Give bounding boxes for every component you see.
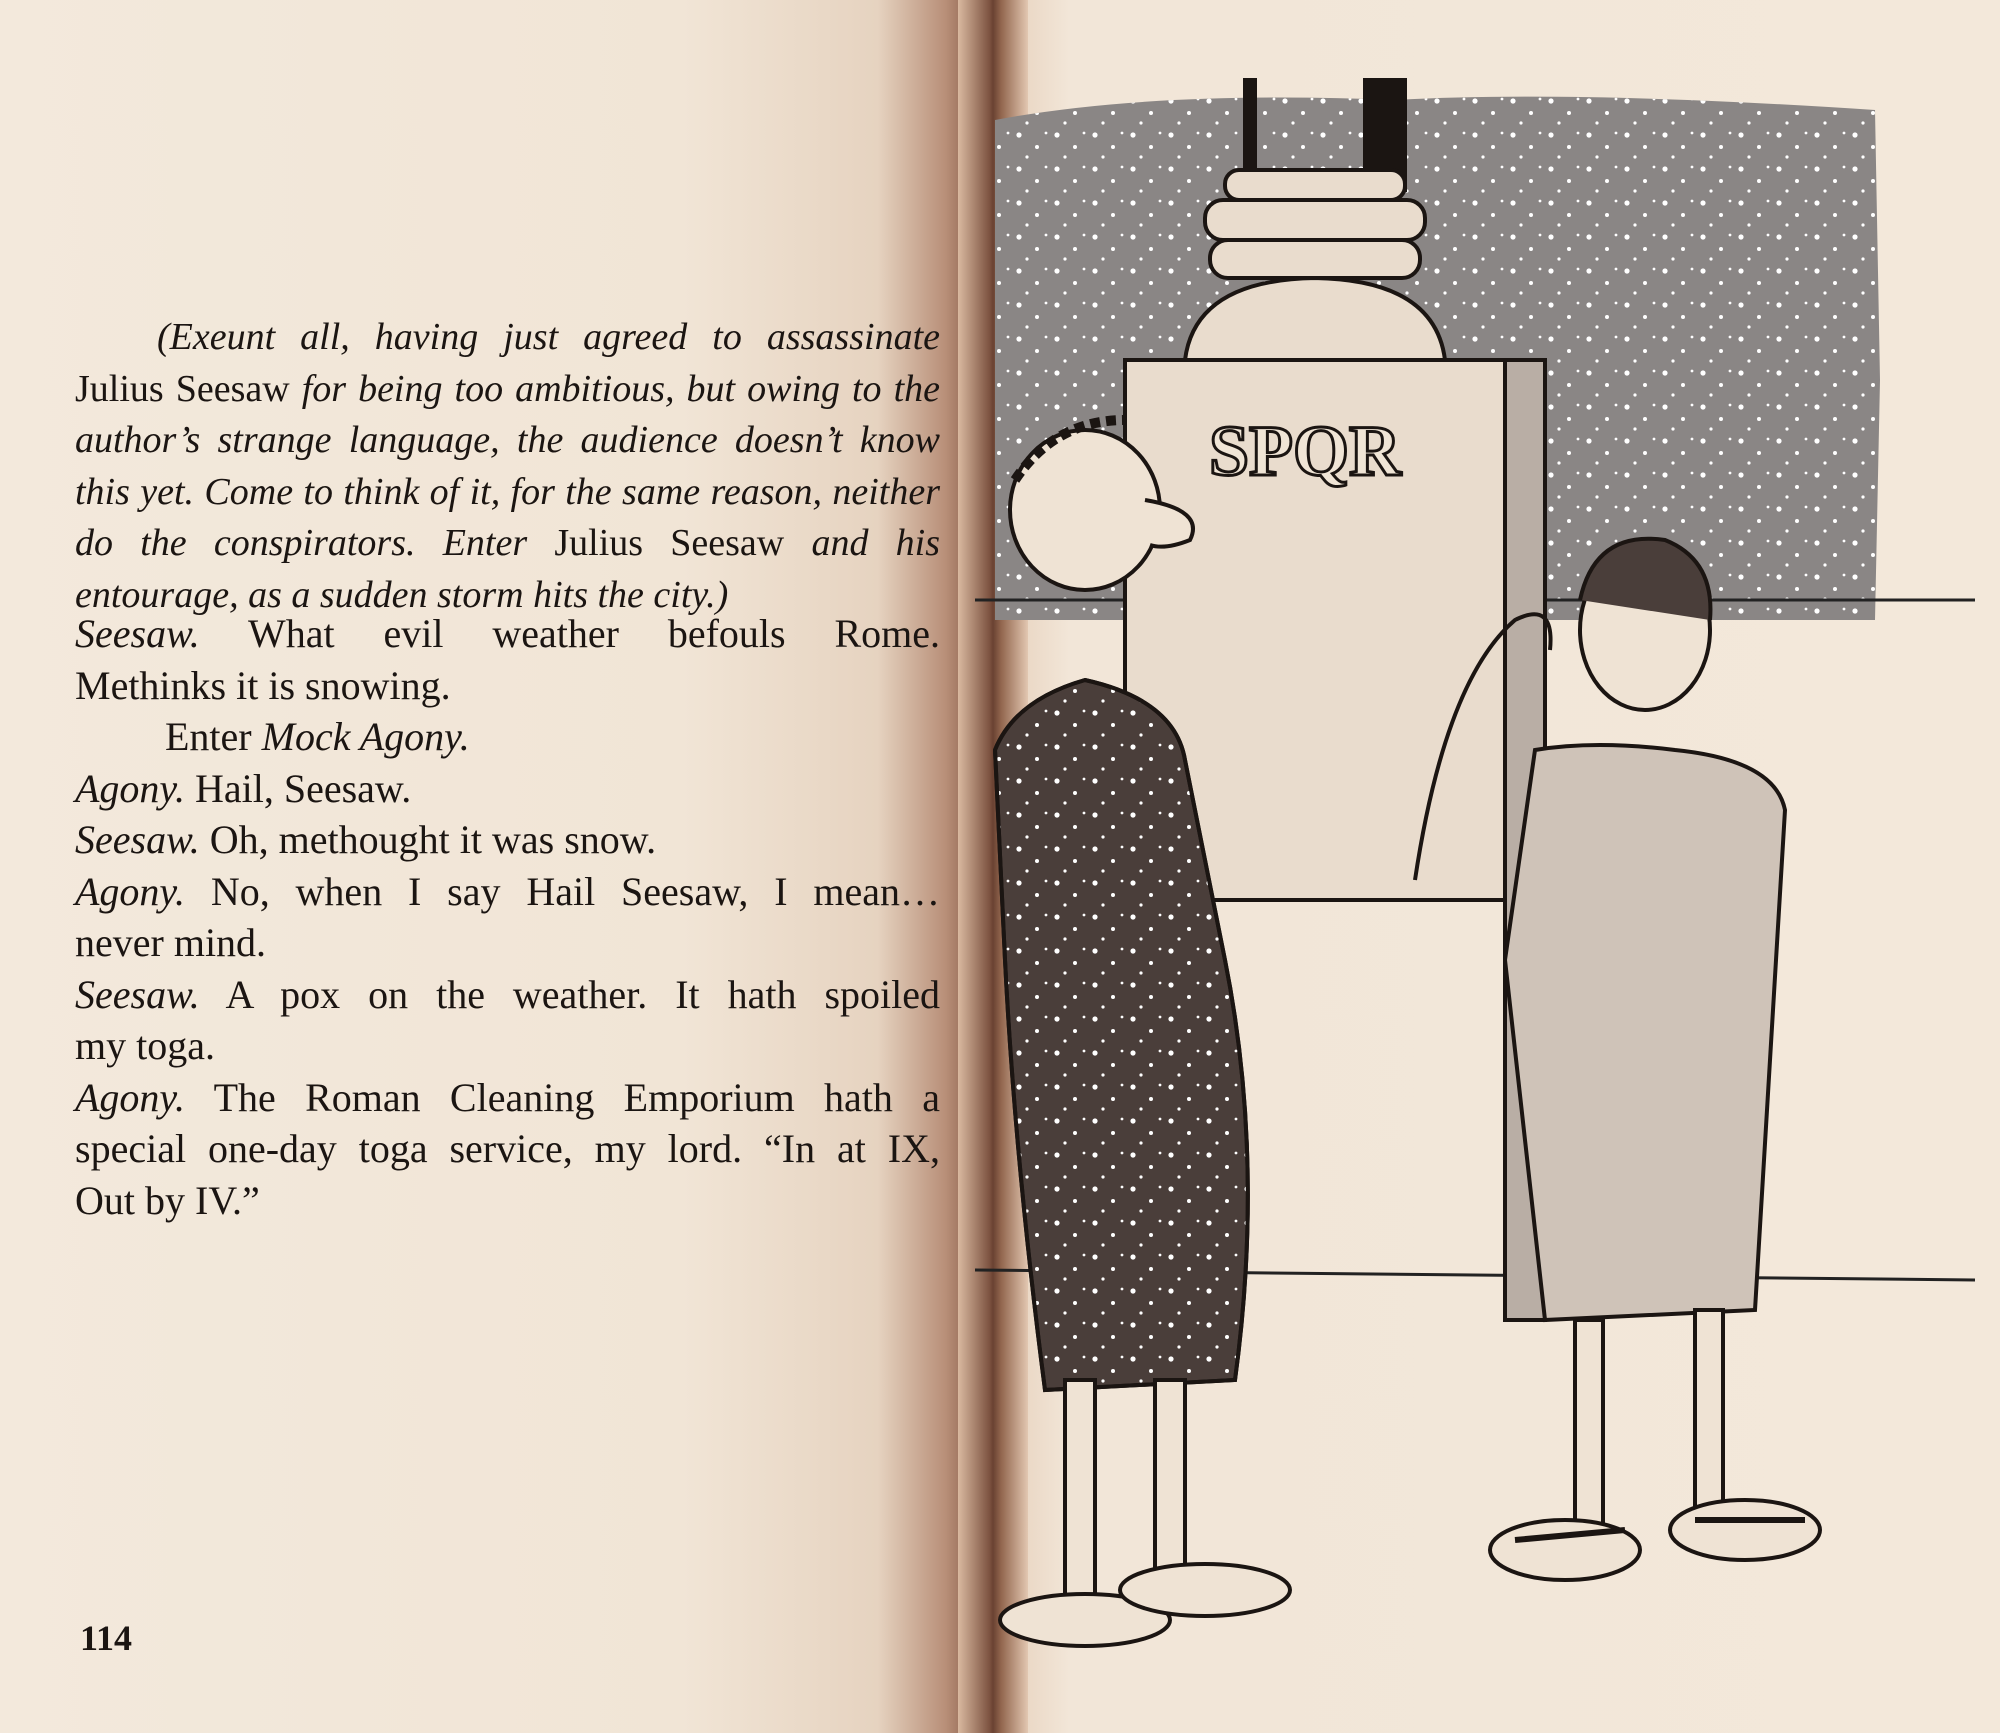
dialogue-line	[75, 608, 940, 660]
line-text: Oh, methought it was snow.	[209, 817, 657, 862]
line-text: No, when I say Hail Seesaw, I mean…	[210, 868, 941, 914]
dialogue-line	[75, 660, 940, 712]
stage-entrance	[75, 711, 940, 763]
speaker: Mock Agony.	[261, 714, 470, 759]
speaker: Agony.	[75, 765, 185, 811]
dialogue-line	[75, 1175, 940, 1227]
line-text: Out by IV.”	[75, 1177, 260, 1223]
character-name: Julius Seesaw	[554, 522, 785, 564]
stage-text: for being too ambitious, but owing to the author’s strange language, the audience doesn’t know this yet. Come to think of it, for the same reason, neither do the conspirators. Enter	[75, 367, 940, 564]
stage-text: and his entourage, as a sudden storm hits the city.)	[75, 522, 940, 616]
stage-direction	[75, 312, 940, 621]
line-text: Hail, Seesaw.	[194, 765, 412, 811]
dialogue-line	[75, 1020, 940, 1072]
dialogue-line	[75, 1072, 940, 1124]
dialogue-line	[75, 917, 940, 969]
line-text: A pox on the weather. It hath spoiled	[225, 971, 940, 1017]
spqr-inscription: SPQR	[1208, 411, 1402, 491]
dialogue-line	[75, 969, 940, 1021]
dialogue-line	[75, 866, 940, 918]
line-text: Methinks it is snowing.	[75, 662, 451, 708]
dialogue-line	[75, 814, 940, 866]
speaker: Seesaw.	[75, 971, 200, 1017]
dialogue-line	[75, 763, 940, 815]
character-name: Julius Seesaw	[75, 367, 290, 410]
page-number: 114	[80, 1618, 133, 1658]
line-text: my toga.	[75, 1023, 215, 1068]
speaker: Agony.	[75, 868, 185, 914]
line-text: never mind.	[75, 920, 267, 965]
speaker: Agony.	[75, 1074, 185, 1120]
speaker: Seesaw.	[75, 611, 200, 656]
line-text: The Roman Cleaning Emporium hath a	[213, 1074, 940, 1120]
dialogue	[75, 608, 940, 1226]
line-text: Enter	[165, 714, 252, 759]
cartoon-roman-scene-illustration	[975, 60, 1985, 1700]
stage-text: (Exeunt all, having just agreed to assassinate	[157, 316, 940, 358]
line-text: special one-day toga service, my lord. “In at IX,	[75, 1126, 940, 1171]
speaker: Seesaw.	[75, 817, 200, 862]
dialogue-line	[75, 1123, 940, 1175]
line-text: What evil weather befouls Rome.	[247, 611, 941, 656]
